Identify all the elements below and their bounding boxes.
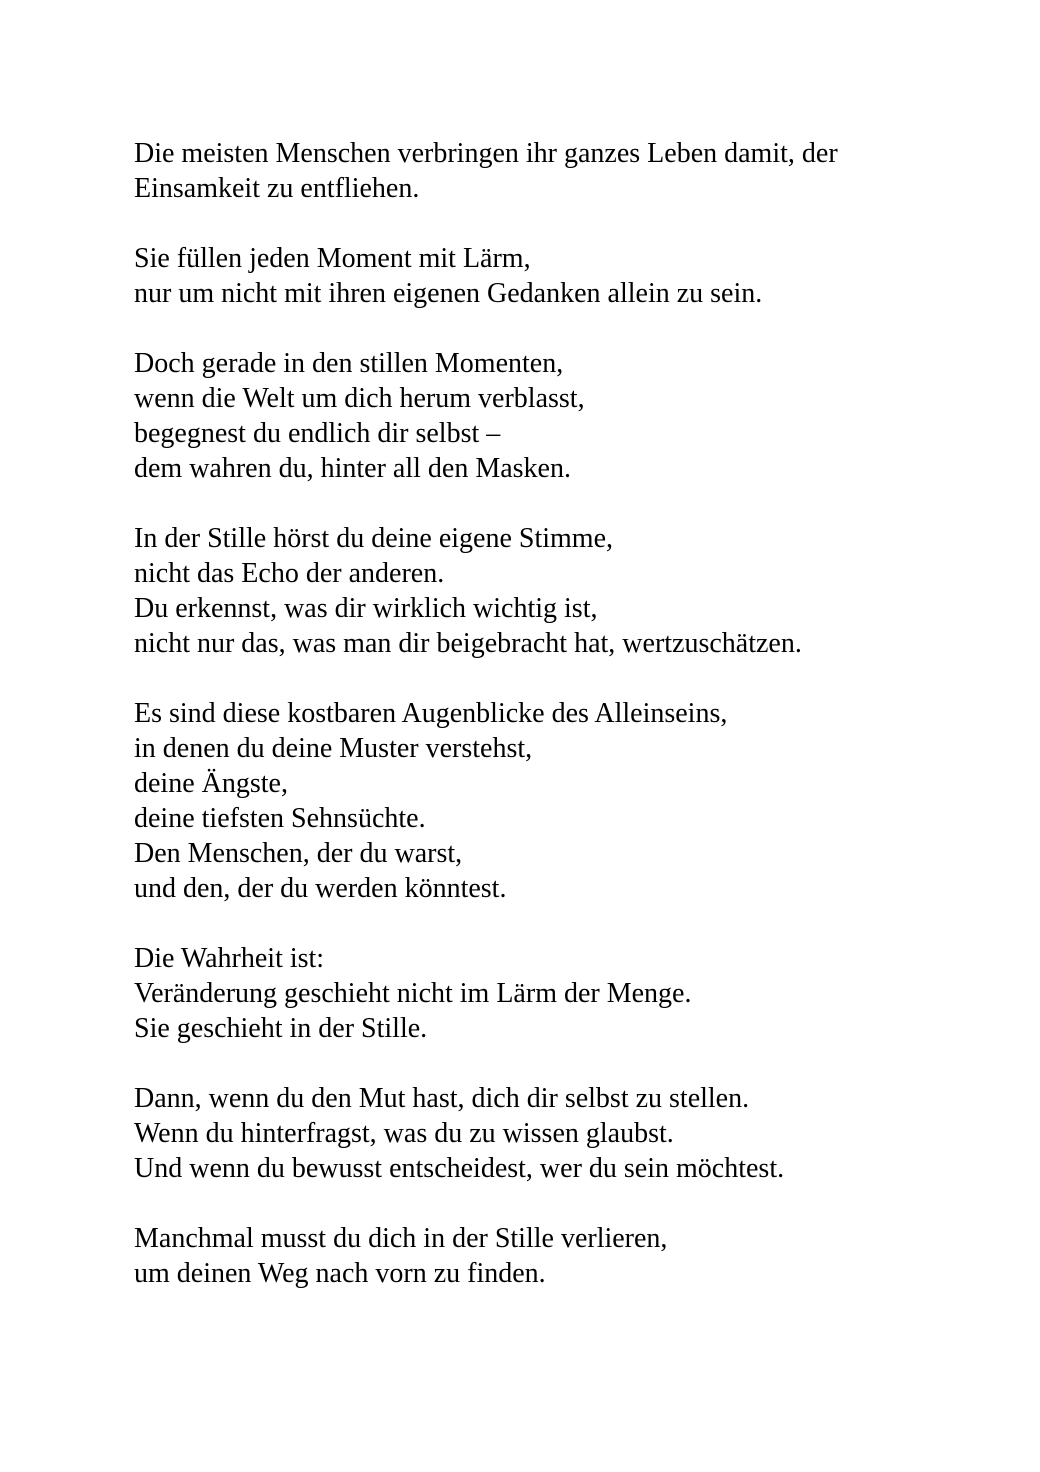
stanza-6 bbox=[134, 941, 954, 1046]
poem-line: um deinen Weg nach vorn zu finden. bbox=[134, 1258, 546, 1289]
poem-line: nicht das Echo der anderen. bbox=[134, 558, 445, 589]
poem-line: in denen du deine Muster verstehst, bbox=[134, 733, 533, 764]
poem-line: Du erkennst, was dir wirklich wichtig ist, bbox=[134, 593, 598, 624]
stanza-3 bbox=[134, 346, 954, 486]
stanza-7 bbox=[134, 1081, 954, 1186]
poem-line: Sie geschieht in der Stille. bbox=[134, 1013, 428, 1044]
poem-line: Den Menschen, der du warst, bbox=[134, 838, 463, 869]
poem-text bbox=[134, 136, 954, 1326]
poem-line: Wenn du hinterfragst, was du zu wissen glaubst. bbox=[134, 1118, 674, 1149]
poem-line: deine Ängste, bbox=[134, 768, 288, 799]
stanza-8 bbox=[134, 1221, 954, 1291]
poem-line: deine tiefsten Sehnsüchte. bbox=[134, 803, 426, 834]
poem-line: Und wenn du bewusst entscheidest, wer du sein möchtest. bbox=[134, 1153, 785, 1184]
stanza-4 bbox=[134, 521, 954, 661]
stanza-1 bbox=[134, 136, 954, 206]
poem-line: dem wahren du, hinter all den Masken. bbox=[134, 453, 571, 484]
poem-line: Einsamkeit zu entfliehen. bbox=[134, 173, 420, 204]
poem-line: Die meisten Menschen verbringen ihr ganzes Leben damit, der bbox=[134, 138, 838, 169]
poem-line: nur um nicht mit ihren eigenen Gedanken allein zu sein. bbox=[134, 278, 763, 309]
poem-line: In der Stille hörst du deine eigene Stimme, bbox=[134, 523, 614, 554]
poem-line: begegnest du endlich dir selbst – bbox=[134, 418, 501, 449]
poem-line: Die Wahrheit ist: bbox=[134, 943, 325, 974]
poem-line: wenn die Welt um dich herum verblasst, bbox=[134, 383, 585, 414]
poem-line: und den, der du werden könntest. bbox=[134, 873, 507, 904]
stanza-5 bbox=[134, 696, 954, 906]
poem-line: Doch gerade in den stillen Momenten, bbox=[134, 348, 564, 379]
poem-line: Es sind diese kostbaren Augenblicke des Alleinseins, bbox=[134, 698, 728, 729]
poem-line: Veränderung geschieht nicht im Lärm der Menge. bbox=[134, 978, 692, 1009]
poem-line: nicht nur das, was man dir beigebracht hat, wertzuschätzen. bbox=[134, 628, 802, 659]
poem-line: Manchmal musst du dich in der Stille verlieren, bbox=[134, 1223, 668, 1254]
stanza-2 bbox=[134, 241, 954, 311]
poem-line: Sie füllen jeden Moment mit Lärm, bbox=[134, 243, 531, 274]
poem-line: Dann, wenn du den Mut hast, dich dir selbst zu stellen. bbox=[134, 1083, 750, 1114]
